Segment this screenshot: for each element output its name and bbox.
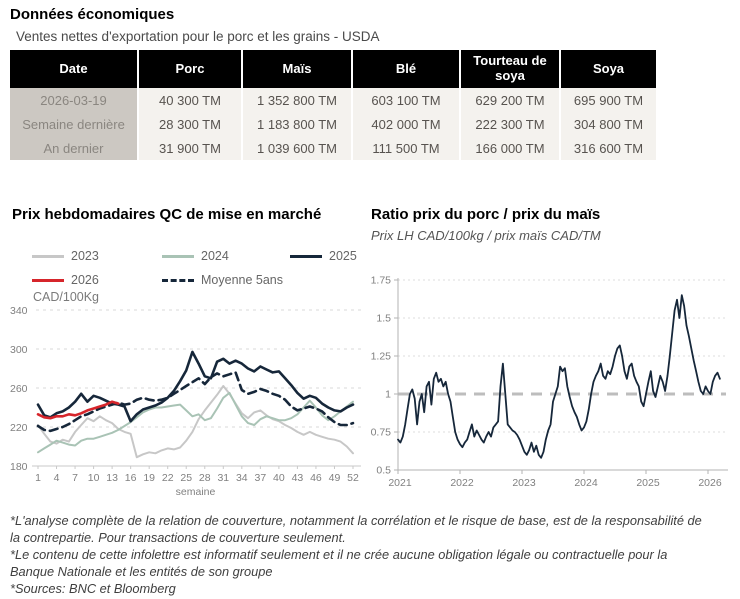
value-cell: 28 300 TM — [138, 112, 242, 136]
ratio-chart-title: Ratio prix du porc / prix du maïs — [371, 206, 601, 223]
row-label-cell: Semaine dernière — [10, 112, 138, 136]
page-subtitle: Ventes nettes d'exportation pour le porc et les grains - USDA — [16, 29, 380, 44]
y-axis-unit-label: CAD/100Kg — [33, 290, 100, 304]
legend-item-moyenne-5ans — [162, 273, 290, 287]
value-cell: 316 600 TM — [560, 136, 656, 160]
svg-text:25: 25 — [180, 472, 193, 484]
svg-text:2024: 2024 — [574, 477, 598, 489]
value-cell: 629 200 TM — [460, 88, 560, 112]
svg-text:260: 260 — [10, 383, 28, 395]
line-swatch-2025 — [290, 255, 322, 258]
svg-text:34: 34 — [235, 472, 248, 484]
disclaimer-line-1: *L'analyse complète de la relation de couverture, notamment la corrélation et le risque de base, est de la responsabilité de la contrepartie. Pour transactions de couverture seulement. — [10, 513, 702, 545]
legend-item-2026 — [32, 273, 162, 287]
svg-text:0.5: 0.5 — [376, 464, 391, 477]
svg-text:40: 40 — [273, 472, 285, 484]
page-title: Données économiques — [10, 6, 175, 23]
legend-label: 2025 — [329, 249, 357, 263]
svg-text:1: 1 — [35, 472, 41, 484]
svg-text:49: 49 — [328, 472, 341, 484]
svg-text:220: 220 — [10, 422, 28, 434]
value-cell: 695 900 TM — [560, 88, 656, 112]
table-header — [10, 50, 656, 88]
svg-text:19: 19 — [143, 472, 156, 484]
legend-label: 2026 — [71, 273, 99, 287]
line-swatch-2023 — [32, 255, 64, 258]
column-header: Blé — [352, 50, 460, 88]
disclaimer-text — [10, 513, 710, 597]
svg-text:1.25: 1.25 — [370, 350, 391, 363]
row-label-cell: 2026-03-19 — [10, 88, 138, 112]
table-row — [10, 112, 656, 136]
svg-text:16: 16 — [124, 472, 137, 484]
ratio-chart-subtitle: Prix LH CAD/100kg / prix maïs CAD/TM — [371, 228, 601, 243]
value-cell: 1 352 800 TM — [242, 88, 352, 112]
svg-text:1.5: 1.5 — [376, 312, 391, 325]
line-swatch-2024 — [162, 255, 194, 258]
legend-label: 2023 — [71, 249, 99, 263]
svg-text:300: 300 — [10, 344, 28, 356]
table-row — [10, 88, 656, 112]
disclaimer-line-2: *Le contenu de cette infolettre est informatif seulement et il ne crée aucune obligation légale ou contractuelle pour la Banque Nationale et les entités de son groupe — [10, 546, 668, 579]
svg-text:28: 28 — [198, 472, 211, 484]
svg-text:52: 52 — [347, 472, 359, 484]
value-cell: 166 000 TM — [460, 136, 560, 160]
legend-item-2025 — [290, 249, 357, 263]
svg-text:37: 37 — [254, 472, 267, 484]
svg-text:31: 31 — [217, 472, 230, 484]
svg-text:1.75: 1.75 — [370, 274, 391, 287]
svg-text:0.75: 0.75 — [370, 426, 391, 439]
legend-item-2024 — [162, 249, 290, 263]
weekly-price-chart-title: Prix hebdomadaires QC de mise en marché — [12, 206, 322, 223]
column-header: Porc — [138, 50, 242, 88]
value-cell: 304 800 TM — [560, 112, 656, 136]
value-cell: 222 300 TM — [460, 112, 560, 136]
legend-item-2023 — [32, 249, 162, 263]
export-sales-table — [10, 50, 656, 160]
table-row — [10, 136, 656, 160]
row-label-cell: An dernier — [10, 136, 138, 160]
sources-line: *Sources: BNC et Bloomberg — [10, 580, 176, 596]
svg-text:4: 4 — [53, 472, 60, 484]
value-cell: 31 900 TM — [138, 136, 242, 160]
value-cell: 1 039 600 TM — [242, 136, 352, 160]
svg-text:22: 22 — [161, 472, 174, 484]
chart-legend — [32, 249, 357, 287]
svg-text:43: 43 — [291, 472, 304, 484]
column-header: Tourteau de soya — [460, 50, 560, 88]
value-cell: 111 500 TM — [352, 136, 460, 160]
value-cell: 1 183 800 TM — [242, 112, 352, 136]
legend-label: Moyenne 5ans — [201, 273, 284, 287]
svg-text:340: 340 — [10, 305, 28, 317]
value-cell: 40 300 TM — [138, 88, 242, 112]
column-header: Soya — [560, 50, 656, 88]
column-header: Date — [10, 50, 138, 88]
svg-text:2022: 2022 — [450, 477, 474, 489]
line-swatch-moyenne — [162, 279, 194, 282]
svg-text:13: 13 — [106, 472, 118, 484]
svg-text:1: 1 — [385, 388, 391, 401]
svg-text:2026: 2026 — [698, 477, 722, 489]
svg-text:180: 180 — [10, 461, 28, 473]
legend-label: 2024 — [201, 249, 229, 263]
line-swatch-2026 — [32, 279, 64, 282]
pork-corn-ratio-chart — [370, 272, 736, 489]
svg-text:semaine: semaine — [175, 486, 216, 498]
column-header: Maïs — [242, 50, 352, 88]
value-cell: 603 100 TM — [352, 88, 460, 112]
svg-text:7: 7 — [72, 472, 78, 484]
svg-text:46: 46 — [310, 472, 322, 484]
svg-text:10: 10 — [87, 472, 100, 484]
weekly-price-chart — [8, 302, 364, 502]
svg-text:2023: 2023 — [512, 477, 536, 489]
svg-text:2025: 2025 — [636, 477, 660, 489]
value-cell: 402 000 TM — [352, 112, 460, 136]
svg-text:2021: 2021 — [388, 477, 412, 489]
